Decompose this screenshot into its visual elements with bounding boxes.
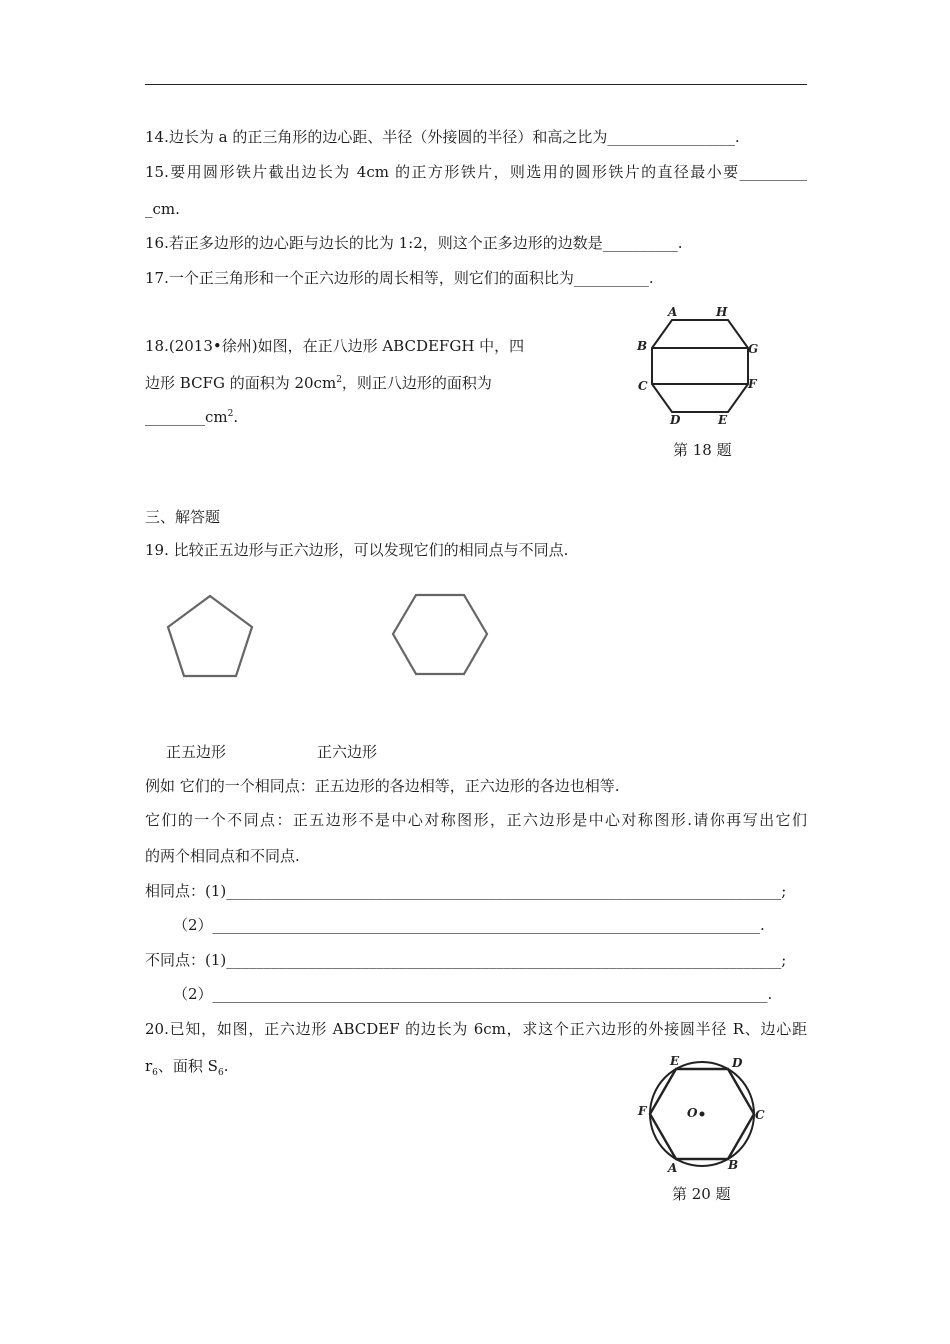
vertex-label-h: H <box>716 305 728 319</box>
question-19: 19. 比较正五边形与正六边形，可以发现它们的相同点与不同点. <box>145 541 569 559</box>
pentagon-outline <box>168 596 252 676</box>
question-18-line-2 <box>145 370 492 393</box>
question-17: 17.一个正三角形和一个正六边形的周长相等，则它们的面积比为__________. <box>145 269 654 287</box>
question-20-line-2 <box>145 1056 228 1083</box>
inscribed-hexagon-figure <box>630 1048 775 1178</box>
example-difference-line-2: 的两个相同点和不同点. <box>145 847 300 865</box>
radius-subscript: 6 <box>152 1068 158 1078</box>
same-point-1: 相同点：(1)__________________________________________________________________________; <box>145 882 787 900</box>
vertex-label-d: D <box>732 1056 743 1070</box>
question-15-line-2: _cm. <box>145 200 180 218</box>
question-20-line-1: 20.已知，如图，正六边形 ABCDEF 的边长为 6cm，求这个正六边形的外接圆半径 R、边心距 <box>145 1020 807 1038</box>
question-18-line-2-post: ，则正八边形的面积为 <box>341 374 492 392</box>
radius-symbol: r <box>145 1057 153 1075</box>
question-18-line-1: 18.(2013•徐州)如图，在正八边形 ABCDEFGH 中，四 <box>145 337 525 355</box>
question-16: 16.若正多边形的边心距与边长的比为 1:2，则这个正多边形的边数是__________. <box>145 234 683 252</box>
vertex-label-b: B <box>728 1158 739 1172</box>
pentagon-figure <box>160 590 260 685</box>
header-rule <box>145 84 807 85</box>
vertex-label-c: C <box>755 1108 765 1122</box>
vertex-label-a: A <box>668 305 678 319</box>
vertex-label-b: B <box>637 339 648 353</box>
figure-18-caption: 第 18 题 <box>673 441 732 459</box>
vertex-label-f: F <box>638 1104 647 1118</box>
question-18-line-2-pre: 边形 BCFG 的面积为 20cm <box>145 374 337 392</box>
center-point <box>700 1112 705 1117</box>
example-similarity: 例如 它们的一个相同点：正五边形的各边相等，正六边形的各边也相等. <box>145 777 620 795</box>
question-14: 14.边长为 a 的正三角形的边心距、半径（外接圆的半径）和高之比为_________________. <box>145 128 740 146</box>
same-point-2: （2）_________________________________________________________________________. <box>173 916 765 934</box>
question-15-line-1: 15.要用圆形铁片截出边长为 4cm 的正方形铁片，则选用的圆形铁片的直径最小要_________ <box>145 163 807 181</box>
example-difference-line-1: 它们的一个不同点：正五边形不是中心对称图形，正六边形是中心对称图形.请你再写出它们 <box>145 811 807 829</box>
vertex-label-e: E <box>718 413 728 427</box>
center-label-o: O <box>687 1106 698 1120</box>
section-3-heading: 三、解答题 <box>145 508 221 526</box>
octagon-figure <box>630 302 770 432</box>
diff-point-2: （2）__________________________________________________________________________. <box>173 985 773 1003</box>
question-18-line-3-pre: ________cm <box>145 408 228 426</box>
vertex-label-e: E <box>670 1054 680 1068</box>
vertex-label-c: C <box>638 379 648 393</box>
vertex-label-d: D <box>670 413 681 427</box>
area-subscript: 6 <box>217 1068 224 1078</box>
octagon-outline <box>652 320 748 412</box>
figure-20-caption: 第 20 题 <box>672 1185 731 1203</box>
squared-superscript: 2 <box>336 375 342 385</box>
vertex-label-f: F <box>748 377 757 391</box>
vertex-label-g: G <box>748 342 759 356</box>
question-20-mid: 、面积 S <box>157 1057 218 1075</box>
squared-superscript: 2 <box>227 409 234 419</box>
vertex-label-a: A <box>668 1161 678 1175</box>
hexagon-outline <box>393 595 487 674</box>
question-18-line-3-post: . <box>233 408 239 426</box>
hexagon-figure <box>385 588 495 683</box>
diff-point-1: 不同点：(1)__________________________________________________________________________; <box>145 951 787 969</box>
question-20-end: . <box>223 1057 229 1075</box>
hexagon-label: 正六边形 <box>317 743 378 761</box>
pentagon-label: 正五边形 <box>166 743 227 761</box>
question-18-line-3 <box>145 404 238 427</box>
